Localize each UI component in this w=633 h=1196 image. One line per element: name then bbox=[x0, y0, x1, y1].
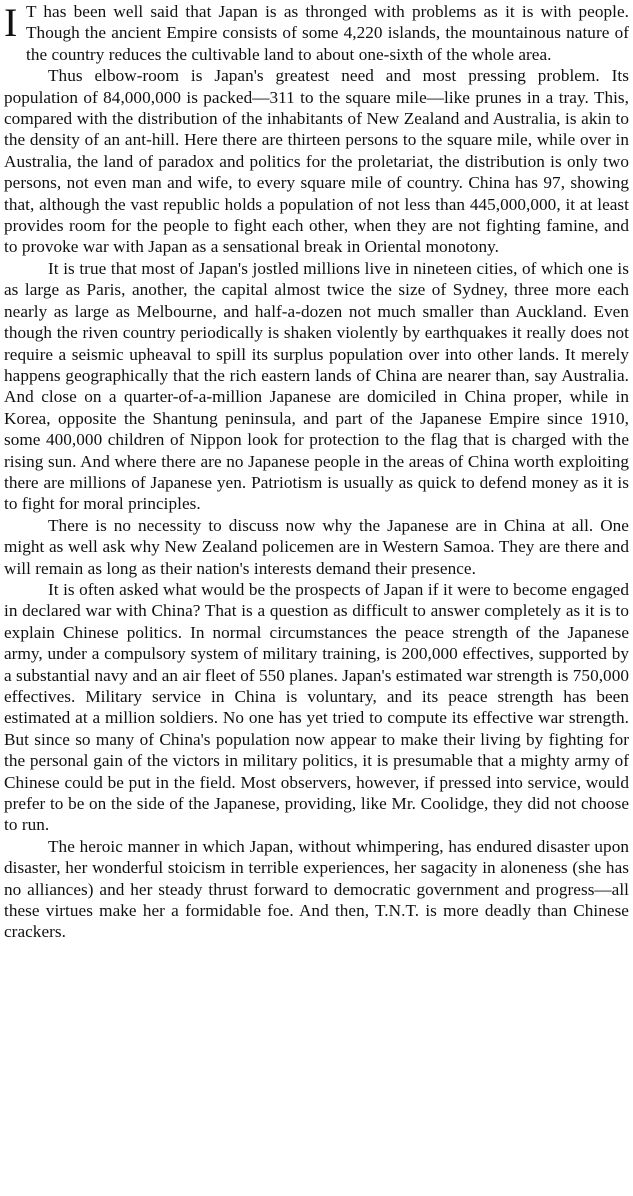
paragraph-3: It is true that most of Japan's jostled millions live in nineteen cities, of which one is as large as Paris, another, the capital almost twice the size of Sydney, three more each nearly as large as Melbourne, and half-a-dozen not much smaller than Auckland. Even though the riven country periodically is shaken violently by earthquakes it really does not require a seismic upheaval to spill its surplus population over into other lands. It merely happens geographically that the rich eastern lands of China are nearer than, say Australia. And close on a quarter-of-a-million Japanese are domiciled in China proper, while in Korea, opposite the Shantung peninsula, and part of the Japanese Empire since 1910, some 400,000 children of Nippon look for protection to the flag that is charged with the rising sun. And where there are no Japanese people in the areas of China worth exploiting there are millions of Japanese yen. Patriotism is usually as quick to defend money as it is to fight for moral principles. bbox=[4, 258, 629, 514]
paragraph-2: Thus elbow-room is Japan's greatest need and most pressing problem. Its population of 84,000,000 is packed—311 to the square mile—like prunes in a tray. This, compared with the distribution of the inhabitants of New Zealand and Australia, is akin to the density of an ant-hill. Here there are thirteen persons to the square mile, while over in Australia, the land of paradox and politics for the proletariat, the distribution is only two persons, not even man and wife, to every square mile of country. China has 97, showing that, although the vast republic holds a population of not less than 445,000,000, it at least provides room for the people to fight each other, when they are not fighting famine, and to provoke war with Japan as a sensational break in Oriental monotony. bbox=[4, 66, 629, 257]
paragraph-1 bbox=[4, 1, 629, 65]
drop-cap: I bbox=[4, 0, 18, 45]
paragraph-6: The heroic manner in which Japan, without whimpering, has endured disaster upon disaster, her wonderful stoicism in terrible experiences, her sagacity in aloneness (she has no alliances) and her steady thrust forward to democratic government and progress—all these virtues make her a formidable foe. And then, T.N.T. is more deadly than Chinese crackers. bbox=[4, 836, 629, 942]
paragraph-5: It is often asked what would be the prospects of Japan if it were to become engaged in declared war with China? That is a question as difficult to answer completely as it is to explain Chinese politics. In normal circumstances the peace strength of the Japanese army, under a compulsory system of military training, is 200,000 effectives, supported by a substantial navy and an air fleet of 550 planes. Japan's estimated war strength is 750,000 effectives. Military service in China is voluntary, and its peace strength has been estimated at a million soldiers. No one has yet tried to compute its effective war strength. But since so many of China's population now appear to make their living by fighting for the personal gain of the victors in military politics, it is presumable that a mighty army of Chinese could be put in the field. Most observers, however, if pressed into service, would prefer to be on the side of the Japanese, providing, like Mr. Coolidge, they did not choose to run. bbox=[4, 579, 629, 835]
paragraph-1-text: T has been well said that Japan is as thronged with problems as it is with people. Though the ancient Empire consists of some 4,220 islands, the mountainous nature of the country reduces the cultivable land to about one-sixth of the whole area. bbox=[26, 2, 629, 64]
paragraph-4: There is no necessity to discuss now why the Japanese are in China at all. One might as well ask why New Zealand policemen are in Western Samoa. They are there and will remain as long as their nation's interests demand their presence. bbox=[4, 515, 629, 578]
